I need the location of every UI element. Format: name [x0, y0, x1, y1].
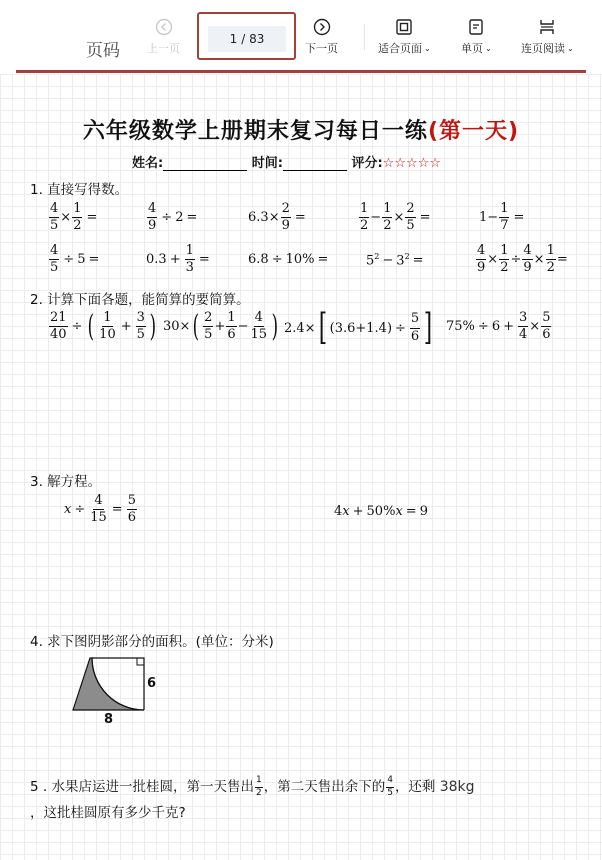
time-blank: [283, 157, 347, 171]
expr-1-9: $5^2$ − $3^2$ =: [366, 252, 424, 269]
chevron-right-icon: [313, 18, 331, 36]
question-1: 1. 直接写得数。: [30, 182, 129, 198]
shaded-area-figure: [60, 652, 170, 728]
expr-2-4: 75% ÷ 6 + $\frac{3}{4}$ × $\frac{5}{6}$: [446, 310, 551, 343]
expr-2-2: 30× ( 2 5 + $\frac{1}{6}$ − $\frac{4}{15}$ ): [163, 308, 279, 344]
equation-1: x ÷ $\frac{4}{15}$ = $\frac{5}{6}$: [64, 493, 136, 526]
fit-page-icon: [395, 18, 413, 36]
prev-page-label: 上一页: [147, 42, 180, 55]
total-pages: / 83: [241, 32, 265, 46]
chevron-down-icon: ⌄: [485, 44, 492, 53]
toolbar-accent-line: [16, 70, 586, 73]
expr-1-10: $\frac{4}{9}$ × $\frac{1}{2}$ ÷ $\frac{4}{9}$ × $\frac{1}{2}$ =: [477, 243, 568, 276]
question-5: [30, 774, 475, 826]
prev-page-button[interactable]: [147, 18, 180, 56]
chevron-down-icon: ⌄: [424, 44, 431, 53]
expr-1-1: $\frac{4}{5}$ × $\frac{1}{2}$ =: [50, 201, 98, 234]
equation-2: 4x + 50%x = 9: [334, 504, 428, 519]
expr-1-3: 6.3 × $\frac{2}{9}$ =: [248, 201, 306, 234]
expr-1-8: 6.8 ÷ 10% =: [248, 252, 329, 267]
reader-toolbar: [0, 0, 602, 70]
expr-2-3: 2.4× [ (3.6+1.4) ÷ $\frac{5}{6}$ ]: [284, 307, 433, 348]
continuous-read-label: 连页阅读: [521, 42, 565, 55]
score-label: 评分:: [351, 156, 383, 171]
chevron-down-icon: ⌄: [567, 44, 574, 53]
chevron-left-icon: [155, 18, 173, 36]
page-label: 页码: [86, 41, 120, 61]
worksheet-title: [0, 114, 602, 145]
question-2: 2. 计算下面各题，能简算的要简算。: [30, 292, 250, 308]
title-main: 六年级数学上册期末复习每日一练: [82, 119, 428, 144]
q5-text-3: ，还剩: [394, 779, 436, 795]
name-blank: [163, 157, 247, 171]
name-label: 姓名:: [132, 156, 164, 171]
single-page-label: 单页: [461, 42, 483, 55]
q5-text-2: ，第二天售出余下的: [263, 779, 386, 795]
question-4: 4. 求下图阴影部分的面积。(单位：分米): [30, 634, 274, 650]
expr-1-5: 1 − $\frac{1}{7}$ =: [479, 201, 525, 234]
next-page-label: 下一页: [305, 42, 338, 55]
expr-2-1: $\frac{21}{40}$ ÷ ( 1 10 + $\frac{3}{5}$ ): [50, 308, 156, 344]
height-label: 6: [147, 676, 157, 691]
continuous-read-button[interactable]: [521, 18, 574, 56]
single-page-button[interactable]: [461, 18, 492, 56]
current-page: 1: [229, 32, 238, 46]
expr-1-7: 0.3 + $\frac{1}{3}$ =: [146, 243, 210, 276]
student-info-row: [132, 152, 441, 171]
q5-weight: 38kg: [439, 779, 475, 795]
title-day: (第一天): [427, 119, 520, 144]
continuous-page-icon: [538, 18, 556, 36]
fit-page-label: 适合页面: [378, 42, 422, 55]
next-page-button[interactable]: [305, 18, 338, 56]
expr-1-6: $\frac{4}{5}$ ÷ 5 =: [50, 243, 100, 276]
time-label: 时间:: [251, 156, 283, 171]
q5-text-1: 5 . 水果店运进一批桂圆，第一天售出: [30, 779, 254, 795]
question-3: 3. 解方程。: [30, 474, 102, 490]
q5-text-4: ，这批桂圆原有多少千克?: [30, 805, 186, 821]
single-page-icon: [467, 18, 485, 36]
score-stars: ☆☆☆☆☆: [382, 156, 441, 171]
document-page: [0, 74, 602, 860]
page-input[interactable]: [208, 26, 286, 52]
trapezoid-diagram: [60, 652, 170, 724]
fit-page-button[interactable]: [378, 18, 431, 56]
fraction-four-fifths: $\frac{4}{5}$: [387, 774, 393, 798]
fraction-one-half: $\frac{1}{2}$: [255, 774, 262, 798]
page-number-box[interactable]: [197, 12, 296, 60]
expr-1-2: $\frac{4}{9}$ ÷ 2 =: [148, 201, 198, 234]
toolbar-divider: [364, 24, 365, 50]
expr-1-4: 1 2 − $\frac{1}{2}$ × $\frac{2}{5}$ =: [360, 201, 431, 234]
width-label: 8: [104, 712, 114, 724]
